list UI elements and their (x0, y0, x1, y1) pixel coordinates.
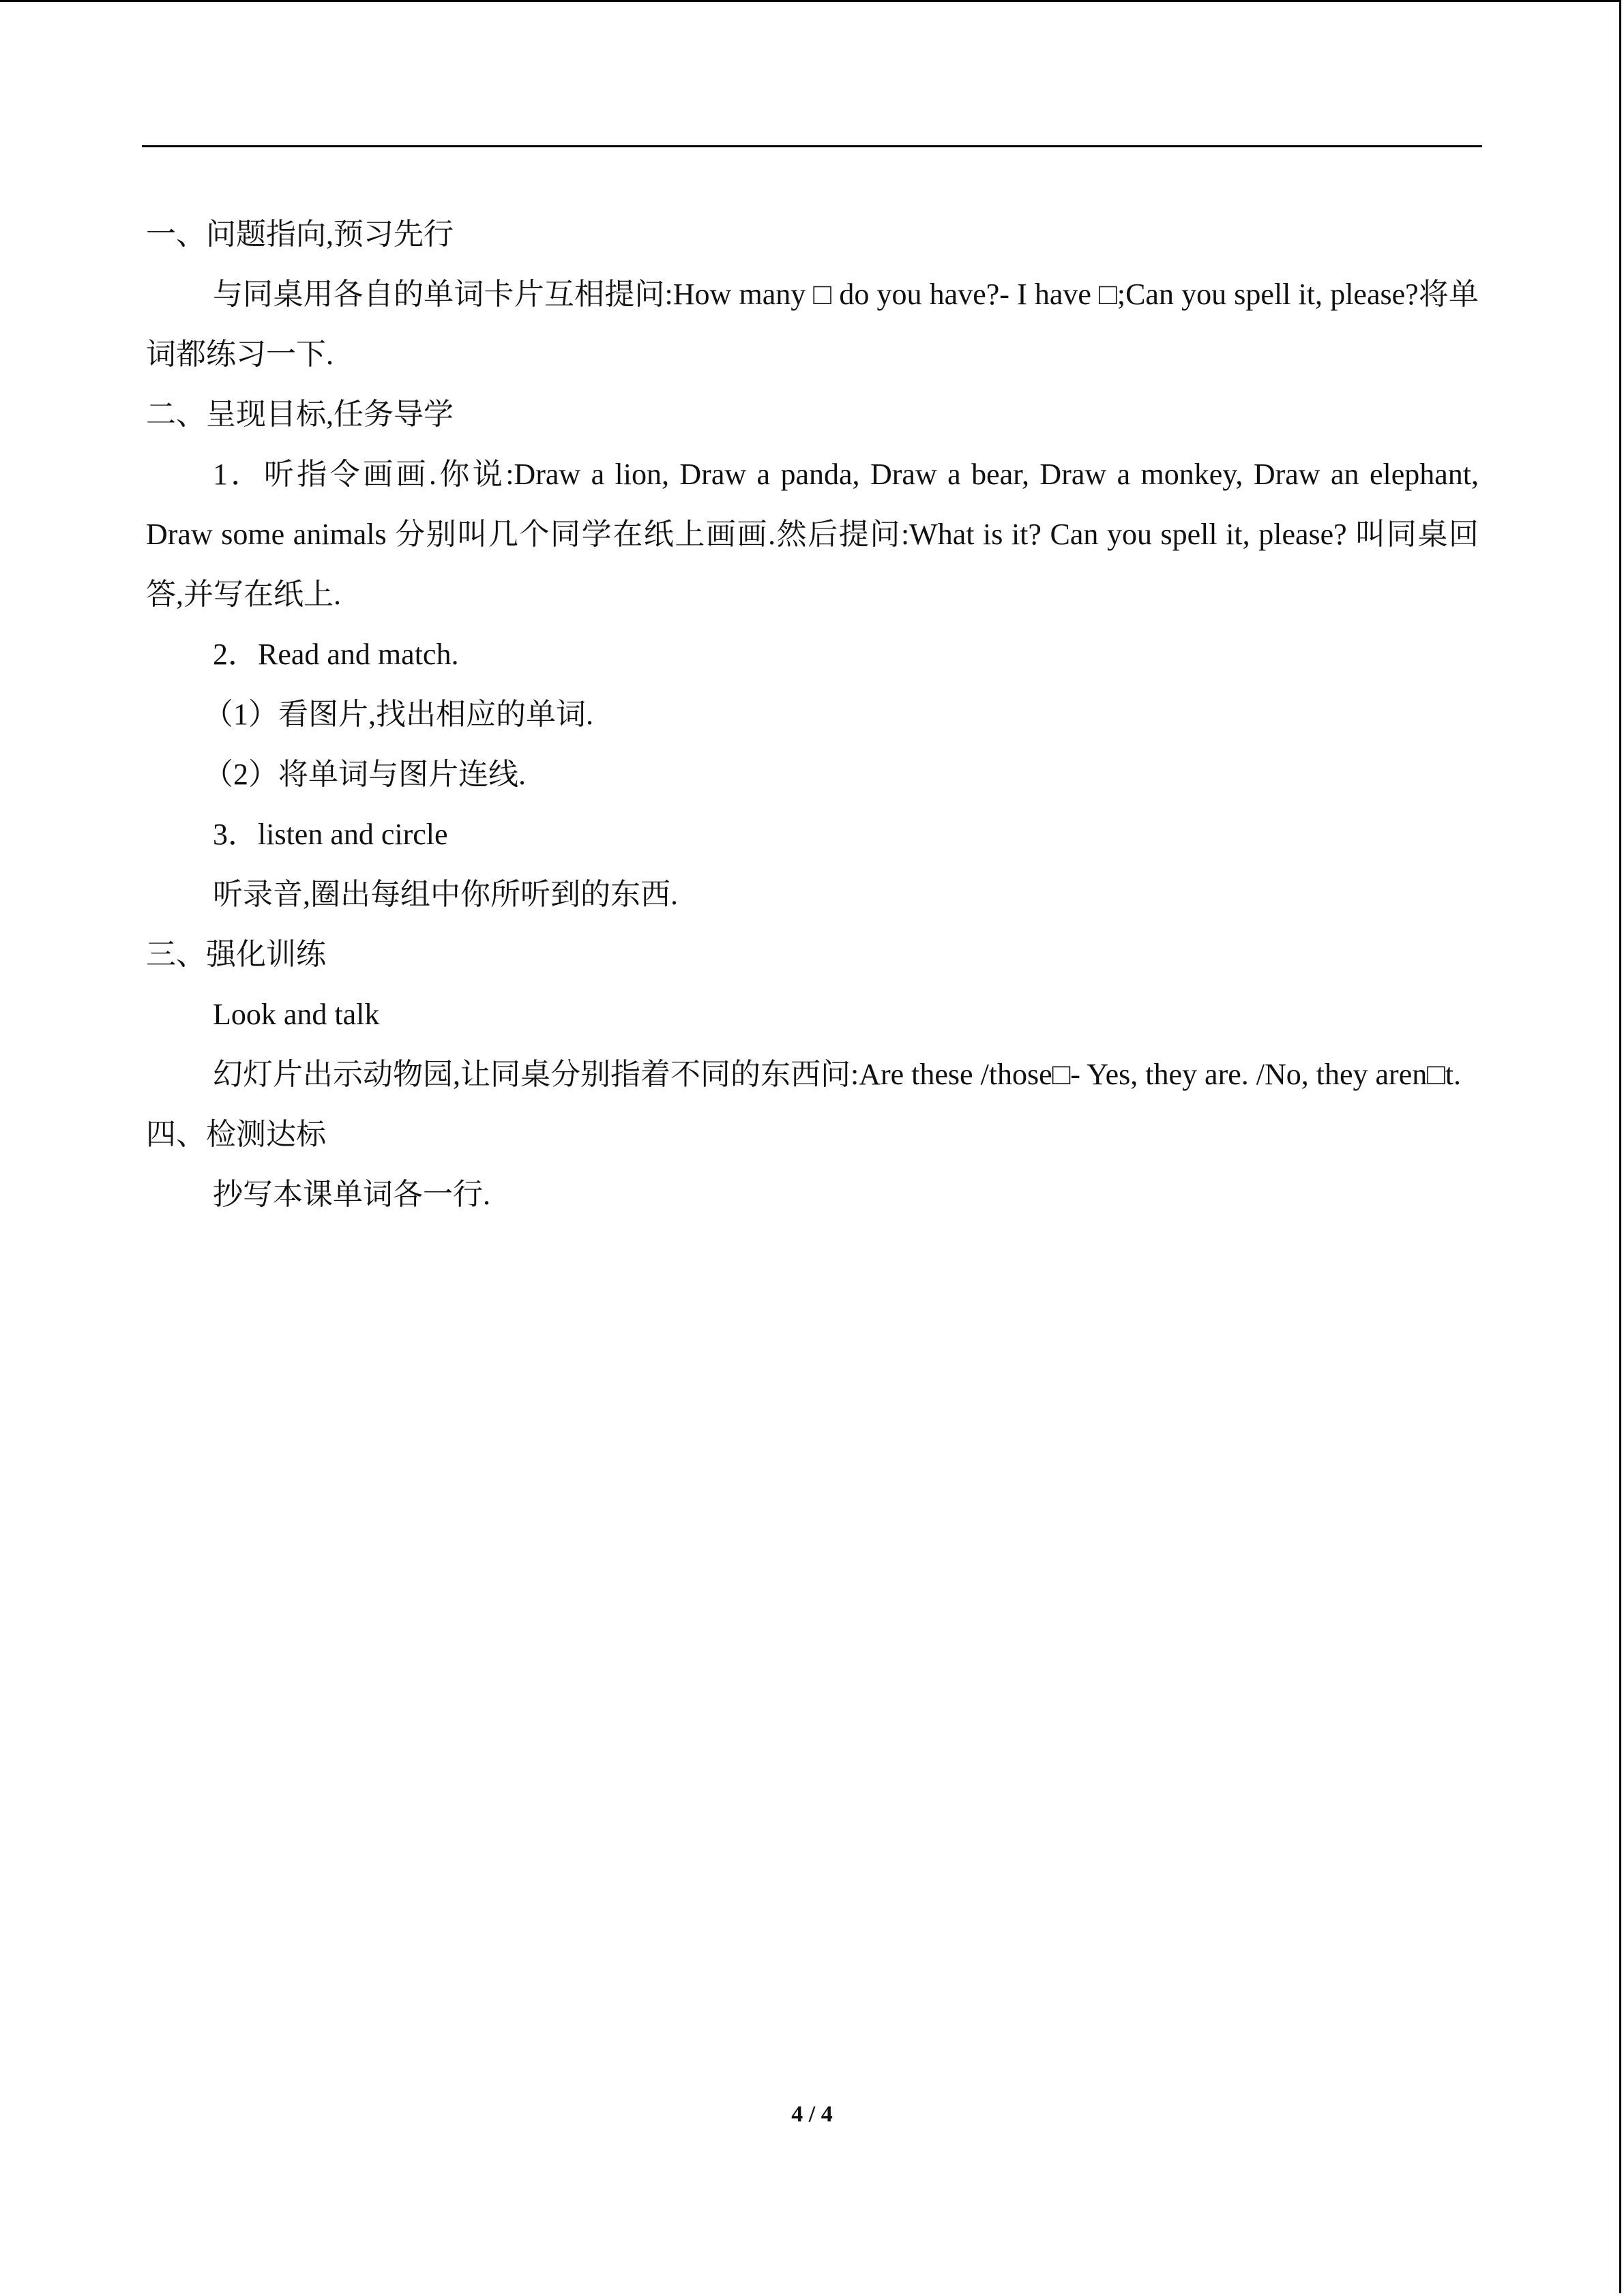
header-rule (142, 145, 1482, 147)
section-2-item-2-sub-1: （1）看图片,找出相应的单词. (203, 698, 593, 731)
section-4-heading: 四、检测达标 (146, 1118, 326, 1151)
section-2-item-3: 3．listen and circle (213, 818, 448, 851)
section-3-paragraph: 幻灯片出示动物园,让同桌分别指着不同的东西问:Are these /those□- Yes, they are. /No, they aren□t. (213, 1058, 1462, 1091)
section-1-heading: 一、问题指向,预习先行 (146, 218, 454, 251)
section-2-item-1: 1．听指令画画.你说:Draw a lion, Draw a panda, Draw a bear, Draw a monkey, Draw an elephant, Draw some animals 分别叫几个同学在纸上画画.然后提问:What is it? Can you spell it, please? 叫同桌回答,并写在纸上. (146, 458, 1479, 611)
section-2-heading: 二、呈现目标,任务导学 (146, 398, 454, 431)
section-1-paragraph: 与同桌用各自的单词卡片互相提问:How many □ do you have?- I have □;Can you spell it, please?将单词都练习一下. (146, 278, 1479, 371)
section-2-item-2-sub-2: （2）将单词与图片连线. (203, 758, 526, 791)
page-number: 4 / 4 (791, 2102, 833, 2127)
document-body (146, 205, 1479, 1225)
section-3-title: Look and talk (213, 998, 380, 1031)
section-4-paragraph: 抄写本课单词各一行. (213, 1178, 490, 1211)
section-2-item-2: 2．Read and match. (213, 638, 459, 671)
section-3-heading: 三、强化训练 (146, 938, 326, 971)
section-2-item-3-description: 听录音,圈出每组中你所听到的东西. (213, 878, 678, 911)
